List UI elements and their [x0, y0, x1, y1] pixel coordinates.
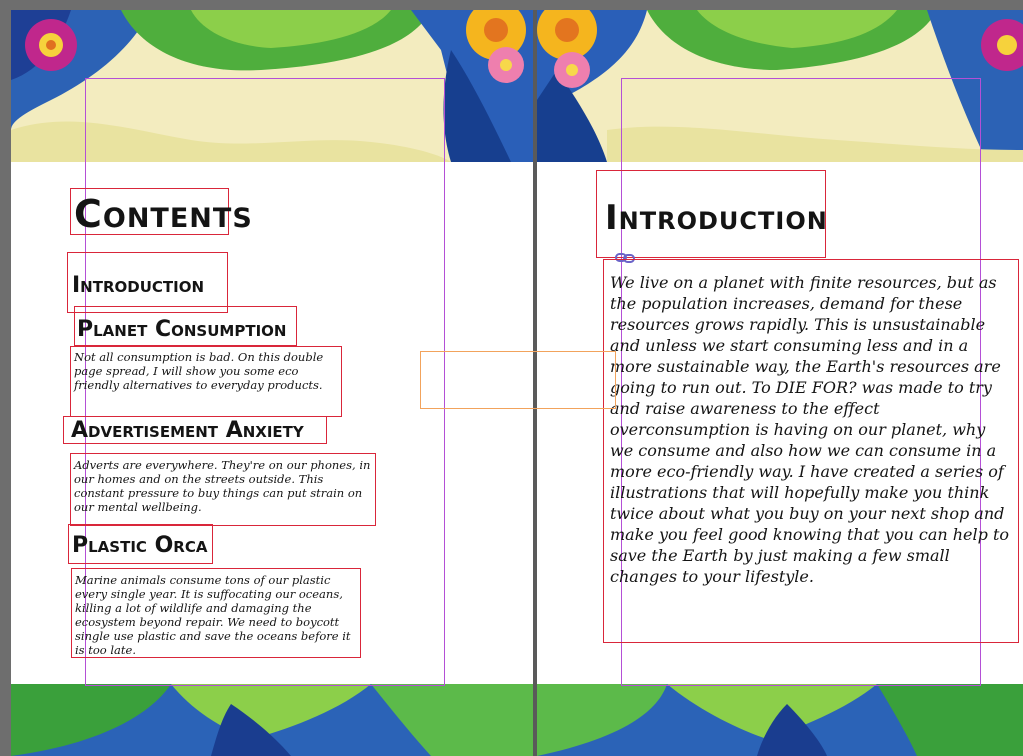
planet-consumption-body: Not all consumption is bad. On this double page spread, I will show you some eco friendly alternatives to everyday products. [74, 350, 324, 392]
planet-consumption-body-frame[interactable] [70, 346, 342, 417]
right-top-illustration [537, 10, 1023, 162]
plastic-orca-body: Marine animals consume tons of our plastic every single year. It is suffocating our oceans, killing a lot of wildlife and damaging the ecosystem beyond repair. We need to boycott single use plastic and save the oceans before it is too late. [75, 573, 351, 657]
right-bottom-illustration [537, 684, 1023, 756]
planet-consumption-heading-frame[interactable] [74, 306, 297, 346]
spread-text-frame[interactable] [420, 351, 616, 409]
introduction-body: We live on a planet with finite resources, but as the population increases, demand for these resources grows rapidly. This is unsustainable and unless we start consuming less and in a more sustainable way, the Earth's resources are going to run out. To DIE FOR? was made to try and raise awareness to the effect overconsumption is having on our planet, why we consume and also how we can consume in a more eco-friendly way. I have created a series of illustrations that will hopefully make you think twice about what you buy on your next shop and make you feel good knowing that you can help to save the Earth by just making a few small changes to your lifestyle. [610, 273, 1010, 586]
contents-title-frame[interactable] [70, 188, 253, 236]
advertisement-anxiety-body: Adverts are everywhere. They're on our phones, in our homes and on the streets outside. This constant pressure to buy things can put strain on our mental wellbeing. [74, 458, 371, 514]
plastic-orca-heading-frame[interactable] [68, 524, 213, 564]
plastic-orca-body-frame[interactable] [71, 568, 361, 658]
introduction-title: Introduction [605, 198, 828, 238]
planet-consumption-heading: Planet Consumption [77, 317, 287, 342]
introduction-title-frame[interactable] [596, 170, 826, 258]
contents-title: Contents [74, 192, 253, 236]
left-bottom-illustration [11, 684, 533, 756]
introduction-heading: Introduction [72, 273, 205, 298]
left-top-illustration [11, 10, 533, 162]
introduction-body-frame[interactable] [603, 259, 1019, 643]
advertisement-anxiety-heading: Advertisement Anxiety [71, 418, 304, 443]
advertisement-anxiety-heading-frame[interactable] [63, 416, 327, 444]
introduction-heading-frame[interactable] [67, 252, 228, 313]
plastic-orca-heading: Plastic Orca [72, 533, 208, 558]
advertisement-anxiety-body-frame[interactable] [70, 453, 376, 526]
